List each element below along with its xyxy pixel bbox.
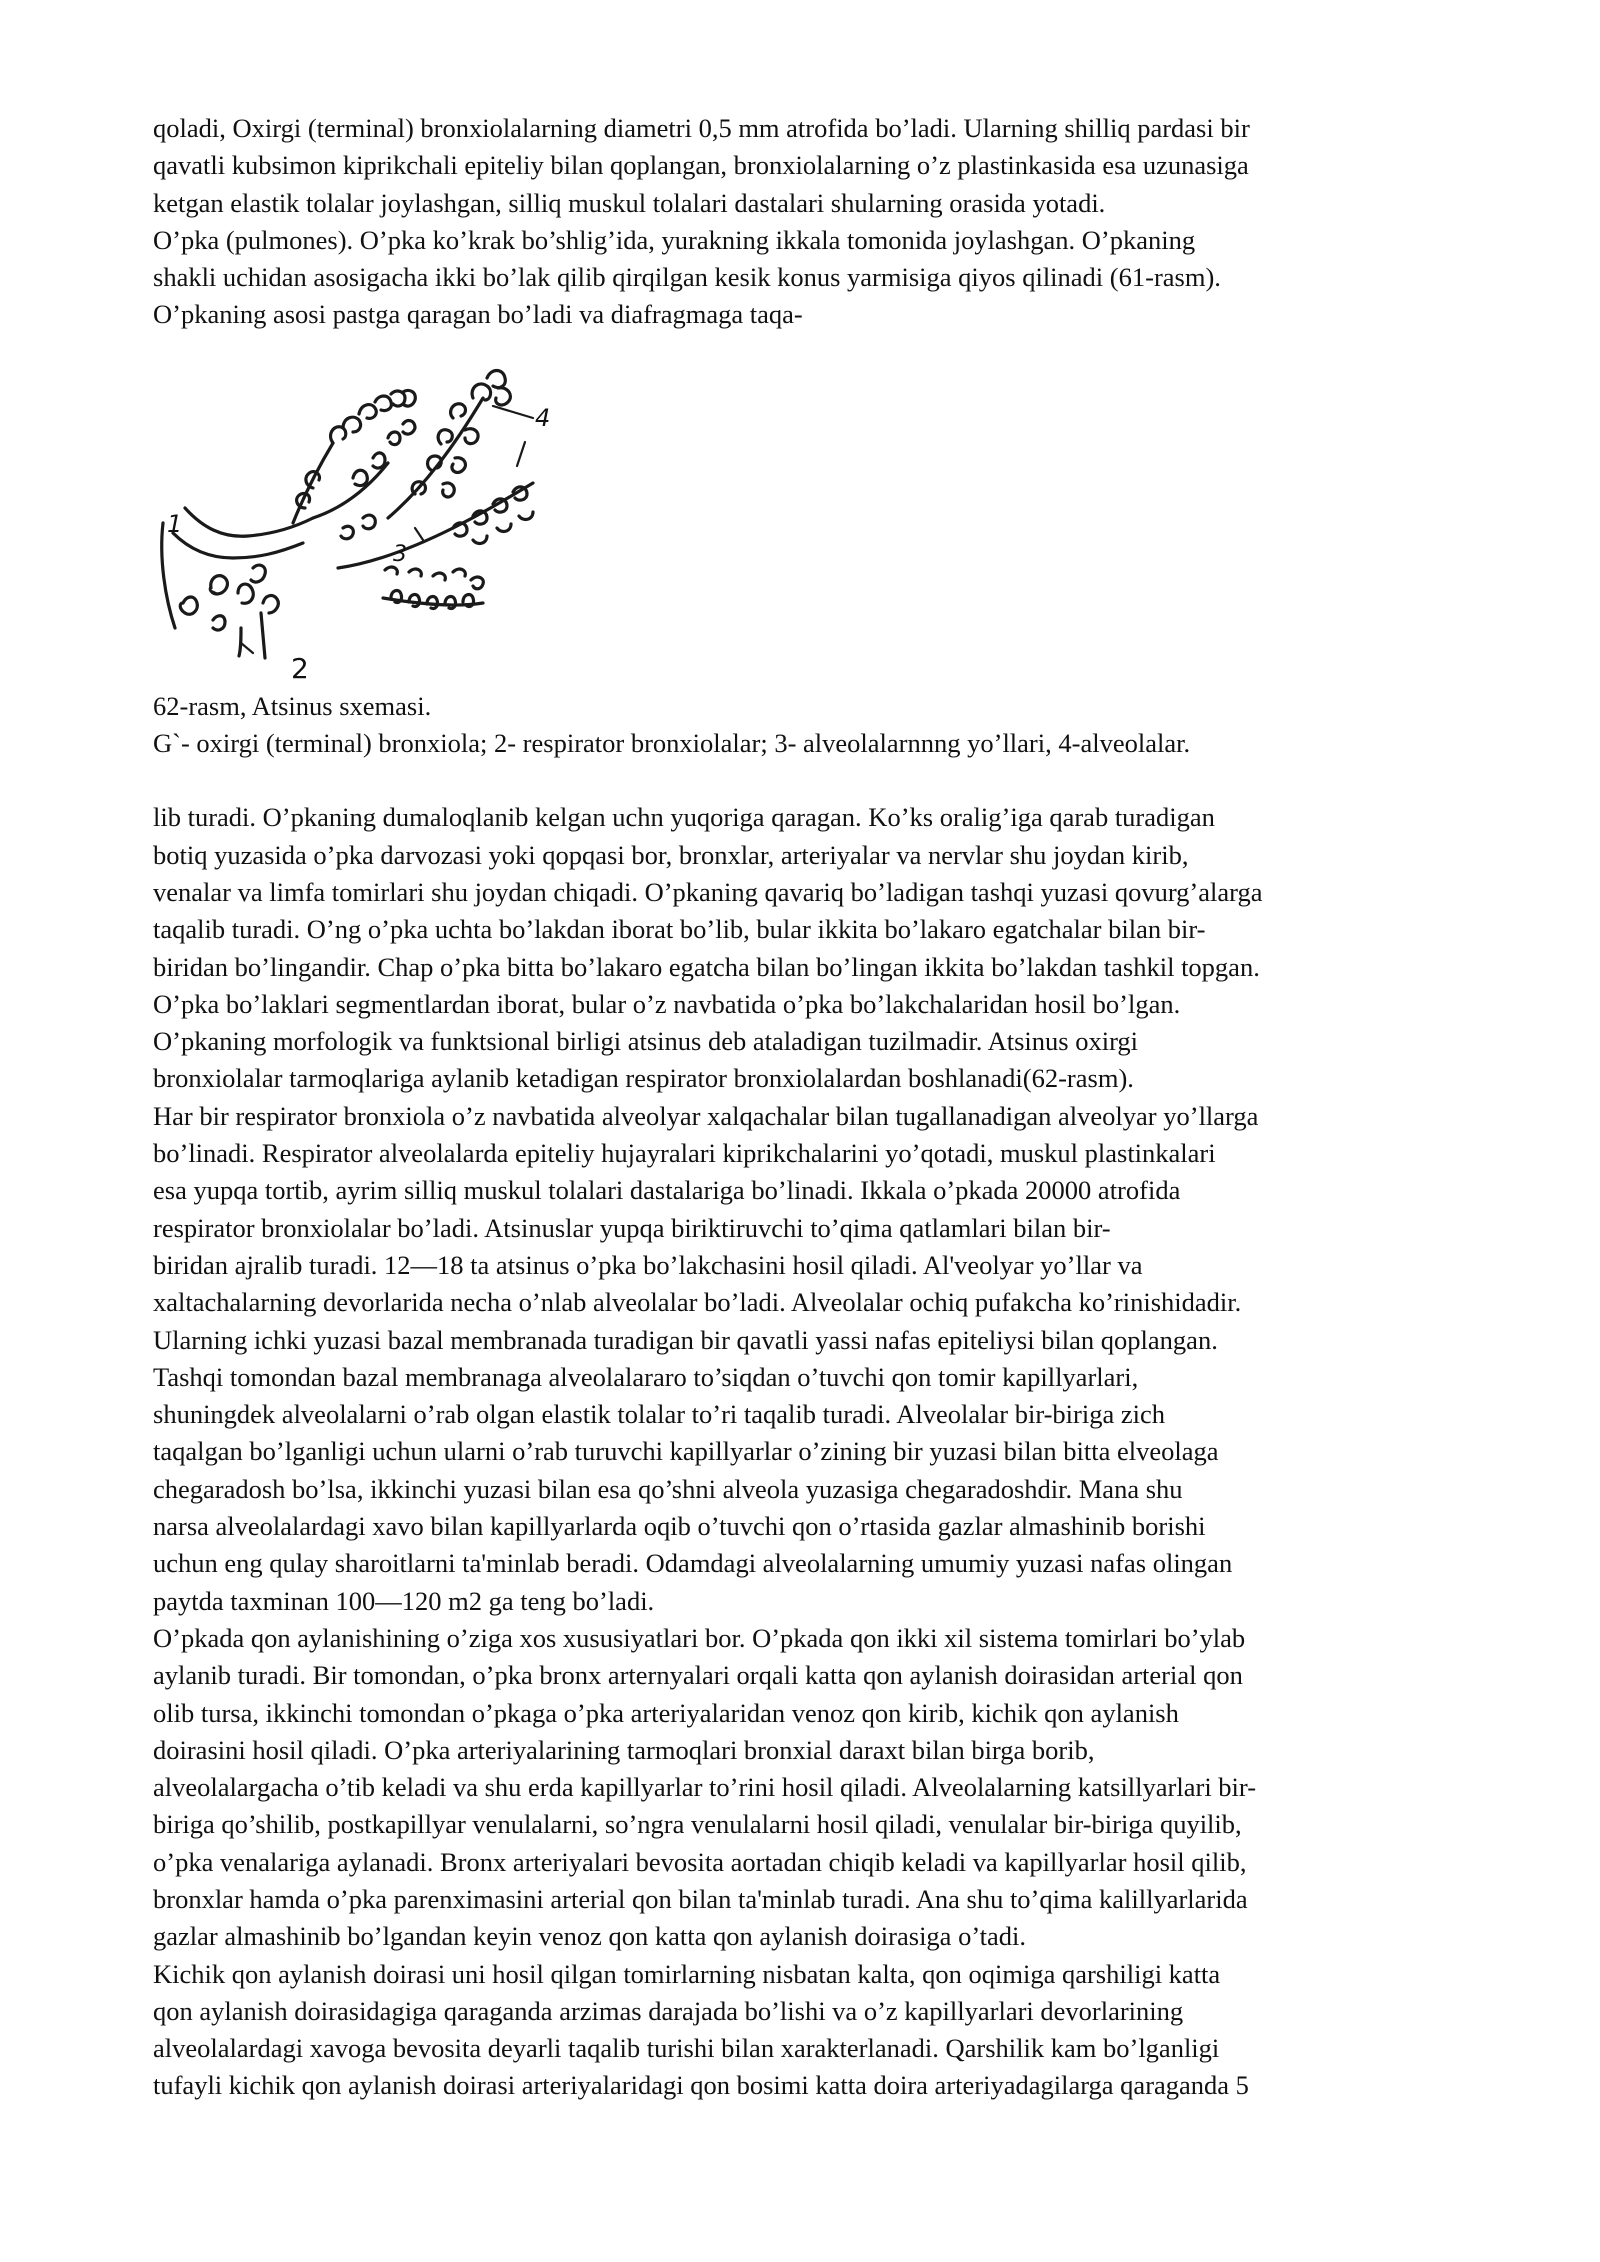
text-line: taqalib turadi. O’ng o’pka uchta bo’lakdan iborat bo’lib, bular ikkita bo’lakaro egatchalar bilan bir- [153,914,1206,945]
text-line: ketgan elastik tolalar joylashgan, silliq muskul tolalari dastalari shularning orasida yotadi. [153,187,1106,218]
text-line: doirasini hosil qiladi. O’pka arteriyalarining tarmoqlari bronxial daraxt bilan birga borib, [153,1734,1095,1765]
figure-label-4: 4 [535,403,551,432]
text-line: chegaradosh bo’lsa, ikkinchi yuzasi bilan esa qo’shni alveola yuzasiga chegaradoshdir. Mana shu [153,1473,1183,1504]
text-line: O’pkaning morfologik va funktsional birligi atsinus deb ataladigan tuzilmadir. Atsinus oxirgi [153,1026,1139,1057]
text-line: biridan ajralib turadi. 12—18 ta atsinus o’pka bo’lakchasini hosil qiladi. Al'veolyar yo’llar va [153,1249,1143,1280]
text-line: paytda taxminan 100—120 m2 ga teng bo’ladi. [153,1585,655,1616]
text-line: O’pkaning asosi pastga qaragan bo’ladi va diafragmaga taqa- [153,299,803,330]
text-line: bronxiolalar tarmoqlariga aylanib ketadigan respirator bronxiolalardan boshlanadi(62-rasm). [153,1063,1134,1094]
text-line: qavatli kubsimon kiprikchali epiteliy bilan qoplangan, bronxiolalarning o’z plastinkasida esa uzunasiga [153,150,1249,181]
body-text [153,799,1513,2104]
text-line: bronxlar hamda o’pka parenximasini arterial qon bilan ta'minlab turadi. Ana shu to’qima kalillyarlarida [153,1883,1248,1914]
text-line: bo’linadi. Respirator alveolalarda epiteliy hujayralari kiprikchalarini yo’qotadi, muskul plastinkalari [153,1138,1216,1169]
figure-caption-text: G`- oxirgi (terminal) bronxiola; 2- respirator bronxiolalar; 3- alveolalarnnng yo’llari, 4-alveolalar. [153,728,1191,759]
text-line: tufayli kichik qon aylanish doirasi arteriyalaridagi qon bosimi katta doira arteriyadagilarga qaraganda 5 [153,2070,1249,2101]
text-line: lib turadi. O’pkaning dumaloqlanib kelgan uchn yuqoriga qaragan. Ko’ks oralig’iga qarab turadigan [153,802,1215,833]
text-line: narsa alveolalardagi xavo bilan kapillyarlarda oqib o’tuvchi qon o’rtasida gazlar almashinib borishi [153,1511,1206,1542]
text-line: Har bir respirator bronxiola o’z navbatida alveolyar xalqachalar bilan tugallanadigan alveolyar yo’llarga [153,1100,1259,1131]
figure-label-2: 2 [291,651,309,685]
text-line: O’pka (pulmones). O’pka ko’krak bo’shlig’ida, yurakning ikkala tomonida joylashgan. O’pkaning [153,224,1196,255]
text-line: O’pka bo’laklari segmentlardan iborat, bular o’z navbatida o’pka bo’lakchalaridan hosil bo’lgan. [153,988,1181,1019]
acinus-drawing [153,358,573,688]
text-line: shuningdek alveolalarni o’rab olgan elastik tolalar to’ri taqalib turadi. Alveolalar bir-biriga zich [153,1399,1166,1430]
text-line: qon aylanish doirasidagiga qaraganda arzimas darajada bo’lishi va o’z kapillyarlari devorlarining [153,1995,1184,2026]
text-line: Ularning ichki yuzasi bazal membranada turadigan bir qavatli yassi nafas epiteliysi bilan qoplangan. [153,1324,1218,1355]
text-line: taqalgan bo’lganligi uchun ularni o’rab turuvchi kapillyarlar o’zining bir yuzasi bilan bitta elveolaga [153,1436,1219,1467]
top-paragraph [153,110,1513,334]
text-line: alveolalardagi xavoga bevosita deyarli taqalib turishi bilan xarakterlanadi. Qarshilik kam bo’lganligi [153,2033,1220,2064]
text-line: Tashqi tomondan bazal membranaga alveolalararo to’siqdan o’tuvchi qon tomir kapillyarlari, [153,1361,1139,1392]
text-line: venalar va limfa tomirlari shu joydan chiqadi. O’pkaning qavariq bo’ladigan tashqi yuzasi qovurg’alarga [153,876,1263,907]
text-line: Kichik qon aylanish doirasi uni hosil qilgan tomirlarning nisbatan kalta, qon oqimiga qarshiligi katta [153,1958,1221,1989]
figure-label-1: 1 [167,509,183,538]
text-line: o’pka venalariga aylanadi. Bronx arteriyalari bevosita aortadan chiqib keladi va kapillyarlar hosil qilib, [153,1846,1247,1877]
figure-caption-title: 62-rasm, Atsinus sxemasi. [153,690,432,721]
text-line: olib tursa, ikkinchi tomondan o’pkaga o’pka arteriyalaridan venoz qon kirib, kichik qon aylanish [153,1697,1179,1728]
figure-label-3: 3 [393,541,407,567]
text-line: qoladi, Oxirgi (terminal) bronxiolalarning diametri 0,5 mm atrofida bo’ladi. Ularning shilliq pardasi bir [153,113,1250,143]
document-page [153,110,1513,2105]
text-line: shakli uchidan asosigacha ikki bo’lak qilib qirqilgan kesik konus yarmisiga qiyos qilinadi (61-rasm). [153,262,1221,293]
text-line: O’pkada qon aylanishining o’ziga xos xususiyatlari bor. O’pkada qon ikki xil sistema tomirlari bo’ylab [153,1622,1246,1653]
text-line: xaltachalarning devorlarida necha o’nlab alveolalar bo’ladi. Alveolalar ochiq pufakcha ko’rinishidadir. [153,1287,1242,1318]
text-line: respirator bronxiolalar bo’ladi. Atsinuslar yupqa biriktiruvchi to’qima qatlamlari bilan bir- [153,1212,1111,1243]
text-line: biriga qo’shilib, postkapillyar venulalarni, so’ngra venulalarni hosil qiladi, venulalar bir-biriga quyilib, [153,1809,1242,1840]
acinus-diagram [153,358,573,688]
text-line: esa yupqa tortib, ayrim silliq muskul tolalari dastalariga bo’linadi. Ikkala o’pkada 20000 atrofida [153,1175,1181,1206]
text-line: botiq yuzasida o’pka darvozasi yoki qopqasi bor, bronxlar, arteriyalar va nervlar shu joydan kirib, [153,839,1189,870]
paragraph-gap [153,762,1513,799]
text-line: uchun eng qulay sharoitlarni ta'minlab beradi. Odamdagi alveolalarning umumiy yuzasi nafas olingan [153,1548,1233,1579]
text-line: alveolalargacha o’tib keladi va shu erda kapillyarlar to’rini hosil qiladi. Alveolalarning katsillyarlari bir- [153,1772,1257,1803]
text-line: biridan bo’lingandir. Chap o’pka bitta bo’lakaro egatcha bilan bo’lingan ikkita bo’lakdan tashkil topgan. [153,951,1260,982]
text-line: gazlar almashinib bo’lgandan keyin venoz qon katta qon aylanish doirasiga o’tadi. [153,1921,1027,1952]
text-line: aylanib turadi. Bir tomondan, o’pka bronx arternyalari orqali katta qon aylanish doirasidan arterial qon [153,1660,1243,1691]
